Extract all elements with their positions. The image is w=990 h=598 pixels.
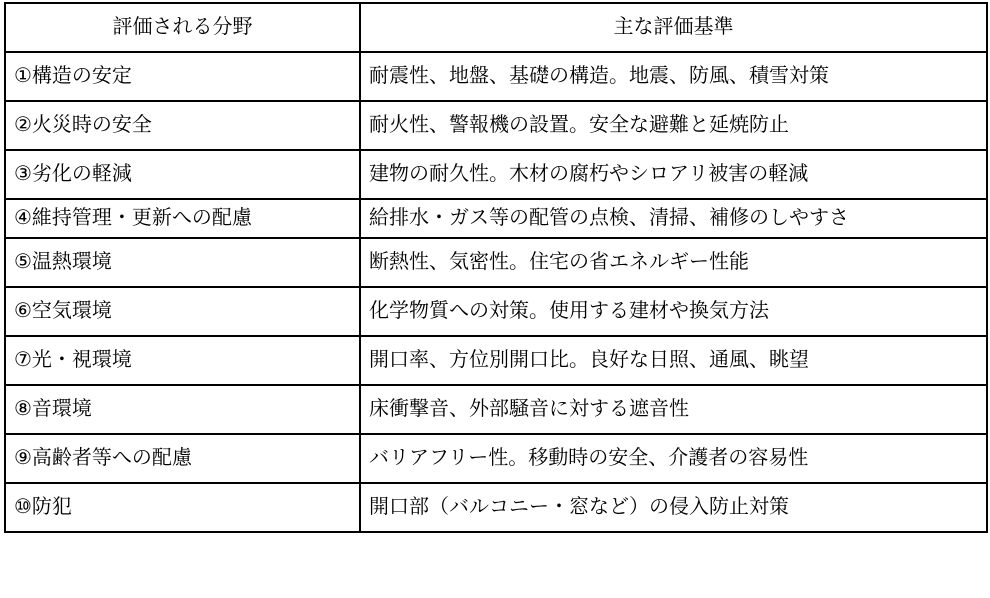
cell-criteria: 開口部（バルコニー・窓など）の侵入防止対策 (360, 483, 987, 532)
cell-field: ③劣化の軽減 (5, 150, 360, 199)
cell-field: ⑥空気環境 (5, 287, 360, 336)
cell-criteria: 建物の耐久性。木材の腐朽やシロアリ被害の軽減 (360, 150, 987, 199)
table-row (5, 199, 987, 238)
cell-field: ⑧音環境 (5, 385, 360, 434)
table-row (5, 336, 987, 385)
cell-criteria: 床衝撃音、外部騒音に対する遮音性 (360, 385, 987, 434)
cell-criteria: 開口率、方位別開口比。良好な日照、通風、眺望 (360, 336, 987, 385)
cell-field: ⑦光・視環境 (5, 336, 360, 385)
cell-criteria: 断熱性、気密性。住宅の省エネルギー性能 (360, 238, 987, 287)
cell-field: ④維持管理・更新への配慮 (5, 199, 360, 238)
evaluation-criteria-table (4, 2, 988, 533)
cell-criteria: 化学物質への対策。使用する建材や換気方法 (360, 287, 987, 336)
table-row (5, 101, 987, 150)
table-row (5, 483, 987, 532)
table-row (5, 150, 987, 199)
cell-field: ①構造の安定 (5, 52, 360, 101)
cell-field: ②火災時の安全 (5, 101, 360, 150)
cell-criteria: 給排水・ガス等の配管の点検、清掃、補修のしやすさ (360, 199, 987, 238)
cell-field: ⑩防犯 (5, 483, 360, 532)
cell-field: ⑨高齢者等への配慮 (5, 434, 360, 483)
table-row (5, 434, 987, 483)
table-row (5, 287, 987, 336)
column-header-criteria: 主な評価基準 (360, 3, 987, 52)
cell-criteria: バリアフリー性。移動時の安全、介護者の容易性 (360, 434, 987, 483)
table-header-row (5, 3, 987, 52)
table-row (5, 238, 987, 287)
cell-criteria: 耐火性、警報機の設置。安全な避難と延焼防止 (360, 101, 987, 150)
table-body (5, 52, 987, 532)
table-row (5, 385, 987, 434)
cell-field: ⑤温熱環境 (5, 238, 360, 287)
cell-criteria: 耐震性、地盤、基礎の構造。地震、防風、積雪対策 (360, 52, 987, 101)
table-row (5, 52, 987, 101)
column-header-field: 評価される分野 (5, 3, 360, 52)
